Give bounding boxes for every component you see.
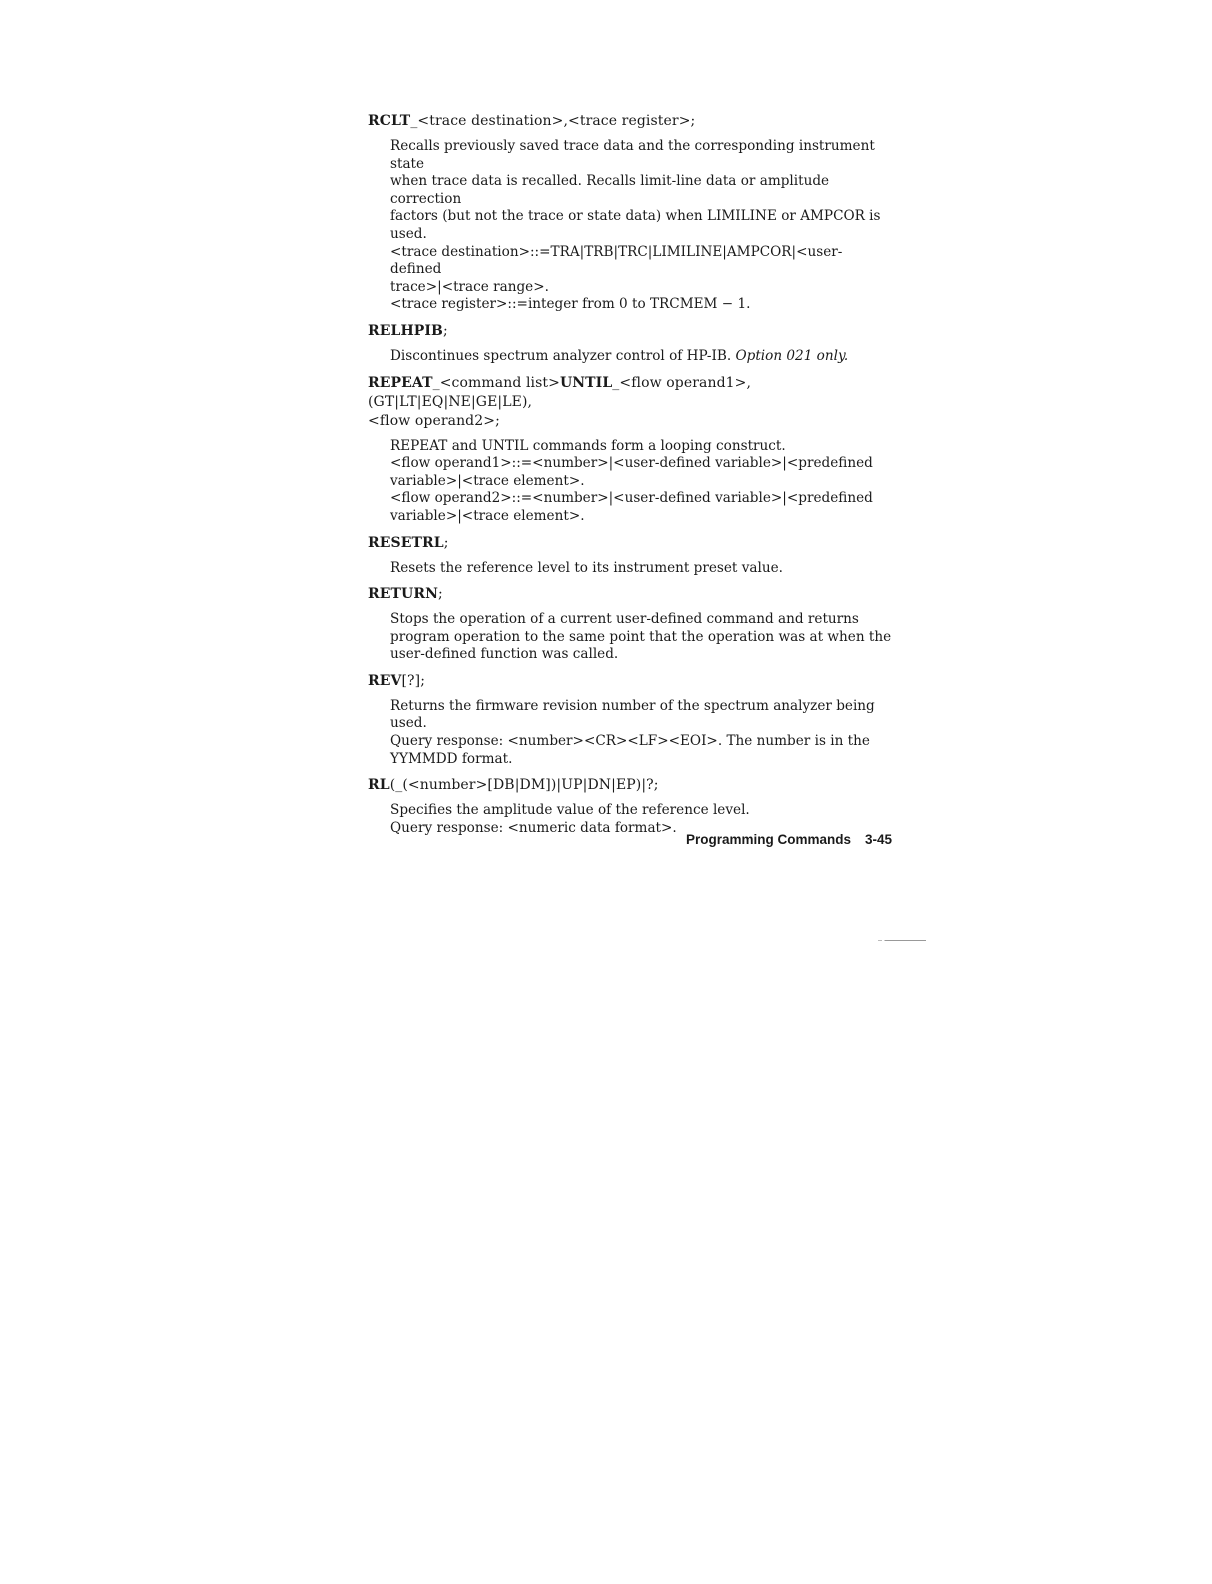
command-description [390, 698, 892, 768]
command-entry-return [368, 585, 892, 664]
description-text: Discontinues spectrum analyzer control of HP-IB. [390, 347, 736, 364]
command-syntax [368, 776, 892, 795]
command-entry-resetrl [368, 534, 892, 578]
command-syntax [368, 534, 892, 553]
description-line: Recalls previously saved trace data and the corresponding instrument state [390, 138, 875, 172]
command-keyword: RETURN [368, 586, 438, 603]
command-syntax [368, 112, 892, 131]
description-line: variable>|<trace element>. [390, 507, 585, 524]
description-line: trace>|<trace range>. [390, 278, 549, 295]
command-entry-relhpib [368, 322, 892, 366]
command-keyword: RESETRL [368, 534, 444, 551]
command-arguments-continued: <flow operand2>; [368, 412, 500, 429]
description-line [390, 348, 892, 366]
description-line: REPEAT and UNTIL commands form a looping construct. [390, 437, 786, 454]
command-entry-rclt [368, 112, 892, 314]
command-keyword: RL [368, 777, 390, 794]
command-entry-repeat [368, 374, 892, 526]
document-page [368, 112, 892, 845]
description-line: Resets the reference level to its instrument preset value. [390, 559, 783, 576]
page-number: 3-45 [864, 832, 892, 847]
command-syntax [368, 374, 892, 431]
command-arguments: ; [443, 322, 448, 339]
command-entry-rl [368, 776, 892, 837]
command-keyword: REV [368, 672, 402, 689]
command-syntax [368, 322, 892, 341]
command-syntax [368, 672, 892, 691]
description-line: <trace destination>::=TRA|TRB|TRC|LIMILINE|AMPCOR|<user-defined [390, 243, 843, 278]
command-description [390, 560, 892, 578]
command-entry-rev [368, 672, 892, 768]
command-keyword: REPEAT [368, 374, 433, 391]
description-line: used. [390, 715, 427, 732]
description-line: <flow operand1>::=<number>|<user-defined variable>|<predefined [390, 455, 873, 472]
command-syntax [368, 585, 892, 604]
page-footer [684, 832, 892, 847]
command-keyword: RELHPIB [368, 322, 443, 339]
description-line: used. [390, 225, 427, 242]
scan-artifact [878, 940, 926, 941]
command-description [390, 611, 892, 664]
description-line: YYMMDD format. [390, 750, 513, 767]
command-keyword: RCLT [368, 113, 411, 129]
description-line: program operation to the same point that the operation was at when the [390, 628, 892, 645]
command-description [390, 138, 892, 314]
section-title: Programming Commands [685, 832, 851, 847]
command-arguments: _<command list> [432, 374, 560, 391]
command-description [390, 348, 892, 366]
command-arguments: _<trace destination>,<trace register>; [410, 113, 696, 129]
description-line: <flow operand2>::=<number>|<user-defined variable>|<predefined [390, 490, 873, 507]
command-arguments: ; [437, 586, 443, 603]
description-line: Specifies the amplitude value of the reference level. [390, 802, 750, 819]
command-arguments: [?]; [401, 672, 426, 689]
description-line: Query response: <number><CR><LF><EOI>. The number is in the [390, 733, 870, 750]
description-line: variable>|<trace element>. [390, 472, 585, 489]
command-keyword-until: UNTIL [559, 374, 613, 391]
description-line: user-defined function was called. [390, 646, 619, 663]
description-line: when trace data is recalled. Recalls limit-line data or amplitude correction [390, 173, 830, 207]
description-line: Query response: <numeric data format>. [390, 819, 677, 836]
command-arguments: ; [443, 534, 449, 551]
description-line: <trace register>::=integer from 0 to TRCMEM − 1. [390, 296, 751, 313]
command-arguments: _<flow operand1>, (GT|LT|EQ|NE|GE|LE), [368, 374, 752, 410]
description-line: factors (but not the trace or state data) when LIMILINE or AMPCOR is [390, 208, 881, 225]
command-arguments: (_(<number>[DB|DM])|UP|DN|EP)|?; [389, 777, 659, 794]
description-line: Stops the operation of a current user-defined command and returns [390, 611, 859, 628]
command-description [390, 438, 892, 526]
option-note: Option 021 only. [735, 347, 849, 364]
description-line: Returns the firmware revision number of the spectrum analyzer being [390, 697, 875, 714]
